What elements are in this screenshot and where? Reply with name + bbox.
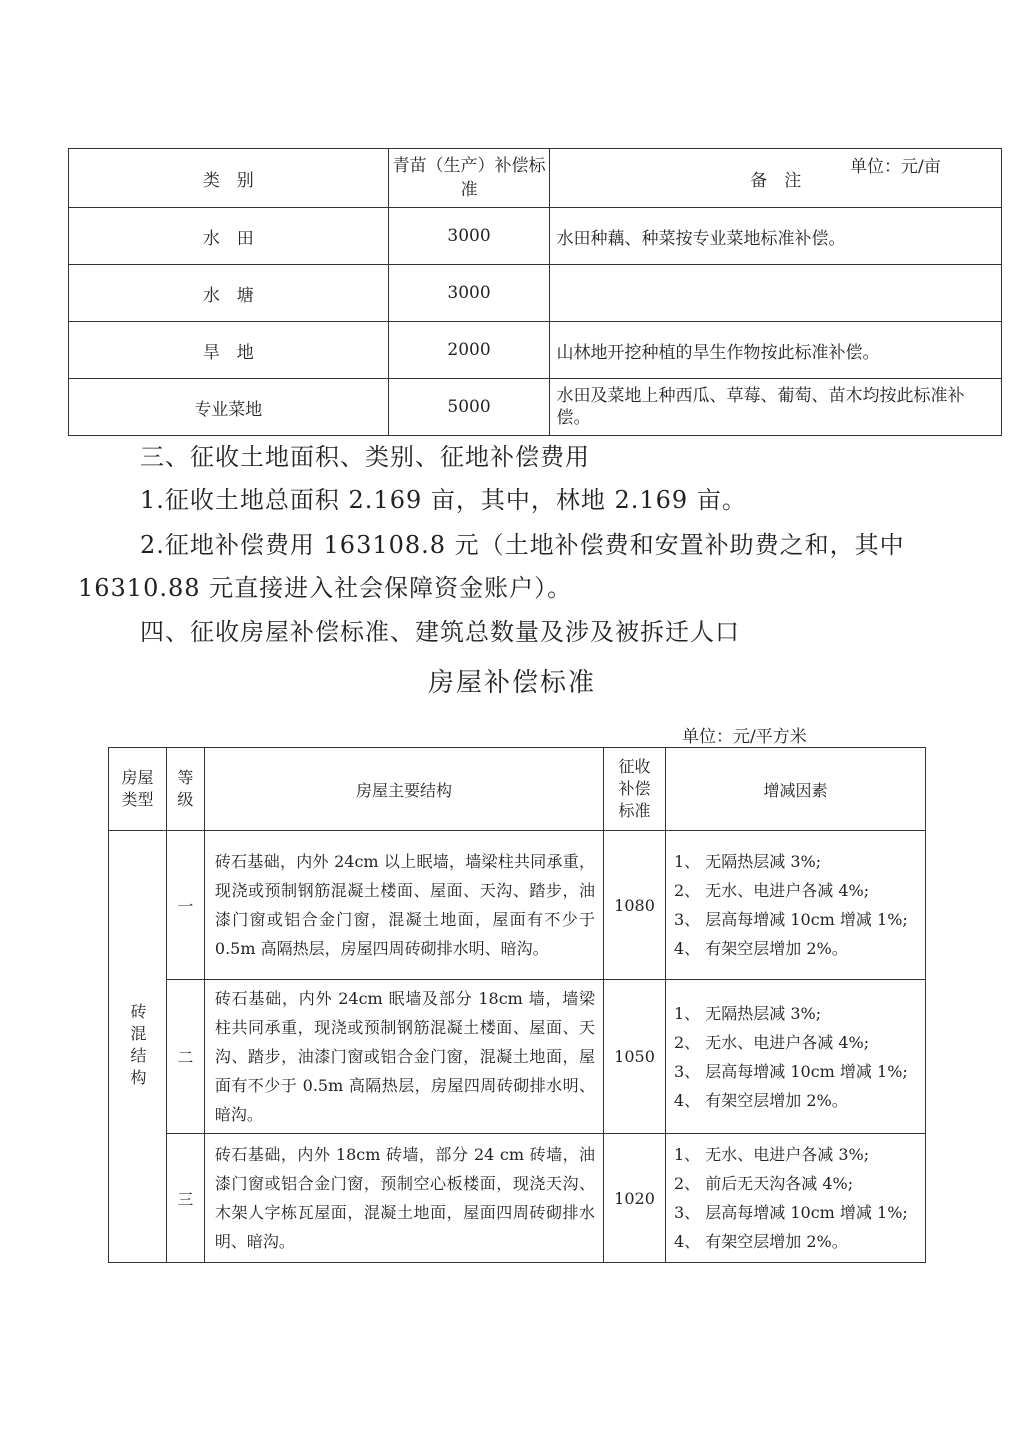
row-grade: 三	[166, 1134, 204, 1263]
table-header-row	[69, 149, 1002, 208]
row-standard: 1050	[604, 980, 666, 1134]
house-table-unit: 单位：元/平方米	[682, 727, 807, 747]
row-structure: 砖石基础，内外 24cm 以上眠墙，墙梁柱共同承重，现浇或预制钢筋混凝土楼面、屋面、天沟、踏步，油漆门窗或铝合金门窗，混凝土地面，屋面有不少于 0.5m 高隔热层，房屋四周砖砌排水明、暗沟。	[204, 831, 603, 980]
section3-item2-line2: 16310.88 元直接进入社会保障资金账户）。	[78, 574, 573, 602]
row-note: 山林地开挖种植的旱生作物按此标准补偿。	[550, 322, 1002, 379]
table-row	[109, 831, 926, 980]
row-standard: 2000	[388, 322, 550, 379]
table-row	[109, 980, 926, 1134]
table-row	[109, 1134, 926, 1263]
header-structure: 房屋主要结构	[204, 748, 603, 831]
row-factors	[666, 980, 926, 1134]
section4-heading: 四、征收房屋补偿标准、建筑总数量及涉及被拆迁人口	[140, 618, 740, 646]
row-structure: 砖石基础，内外 24cm 眠墙及部分 18cm 墙，墙梁柱共同承重，现浇或预制钢筋混凝土楼面、屋面、天沟、踏步，油漆门窗或铝合金门窗，混凝土地面，屋面有不少于 0.5m 高隔热层，房屋四周砖砌排水明、暗沟。	[204, 980, 603, 1134]
row-category: 水 塘	[69, 265, 389, 322]
row-standard: 5000	[388, 379, 550, 436]
row-factors	[666, 831, 926, 980]
table-row	[69, 379, 1002, 436]
table-row	[69, 265, 1002, 322]
section3-heading: 三、征收土地面积、类别、征地补偿费用	[140, 443, 590, 471]
row-structure: 砖石基础，内外 18cm 砖墙，部分 24 cm 砖墙，油漆门窗或铝合金门窗，预制空心板楼面，现浇天沟、木架人字栋瓦屋面，混凝土地面，屋面四周砖砌排水明、暗沟。	[204, 1134, 603, 1263]
header-note: 备 注	[550, 149, 1002, 208]
table-row	[69, 208, 1002, 265]
row-category: 专业菜地	[69, 379, 389, 436]
header-standard: 征收补偿标准	[604, 748, 666, 831]
header-standard: 青苗（生产）补偿标准	[388, 149, 550, 208]
factor-item: 4、 有架空层增加 2%。	[674, 1090, 848, 1110]
factor-item: 1、 无隔热层减 3%;	[674, 852, 822, 871]
row-category: 旱 地	[69, 322, 389, 379]
header-grade: 等级	[166, 748, 204, 831]
row-note: 水田种藕、种菜按专业菜地标准补偿。	[550, 208, 1002, 265]
factor-item: 4、 有架空层增加 2%。	[674, 939, 848, 958]
header-factors: 增减因素	[666, 748, 926, 831]
row-note	[550, 265, 1002, 322]
factor-item: 4、 有架空层增加 2%。	[674, 1232, 848, 1251]
factor-item: 2、 无水、电进户各减 4%;	[674, 881, 870, 900]
house-type-value: 砖混结构	[127, 1002, 147, 1091]
factor-item: 3、 层高每增减 10cm 增减 1%;	[674, 910, 908, 929]
factor-item: 1、 无水、电进户各减 3%;	[674, 1145, 870, 1164]
row-grade: 二	[166, 980, 204, 1134]
section3-item2-line1: 2.征地补偿费用 163108.8 元（土地补偿费和安置补助费之和，其中	[140, 531, 905, 559]
crop-table-unit: 单位：元/亩	[850, 157, 941, 177]
header-house-type: 房屋类型	[109, 748, 167, 831]
row-category: 水 田	[69, 208, 389, 265]
section3-item1: 1.征收土地总面积 2.169 亩，其中，林地 2.169 亩。	[140, 486, 747, 514]
row-standard: 1080	[604, 831, 666, 980]
factor-item: 1、 无隔热层减 3%;	[674, 1003, 822, 1023]
row-factors	[666, 1134, 926, 1263]
row-grade: 一	[166, 831, 204, 980]
crop-compensation-table	[68, 148, 1002, 436]
factor-item: 2、 前后无天沟各减 4%;	[674, 1174, 854, 1193]
row-standard: 3000	[388, 208, 550, 265]
row-standard: 3000	[388, 265, 550, 322]
table-row	[69, 322, 1002, 379]
factor-item: 3、 层高每增减 10cm 增减 1%;	[674, 1203, 908, 1222]
house-table-title: 房屋补偿标准	[427, 668, 596, 698]
factor-item: 3、 层高每增减 10cm 增减 1%;	[674, 1061, 908, 1081]
table-header-row	[109, 748, 926, 831]
header-category: 类 别	[69, 149, 389, 208]
row-note: 水田及菜地上种西瓜、草莓、葡萄、苗木均按此标准补偿。	[550, 379, 1002, 436]
house-type-cell	[109, 831, 167, 1263]
factor-item: 2、 无水、电进户各减 4%;	[674, 1032, 870, 1052]
row-standard: 1020	[604, 1134, 666, 1263]
house-compensation-table	[108, 747, 926, 1263]
